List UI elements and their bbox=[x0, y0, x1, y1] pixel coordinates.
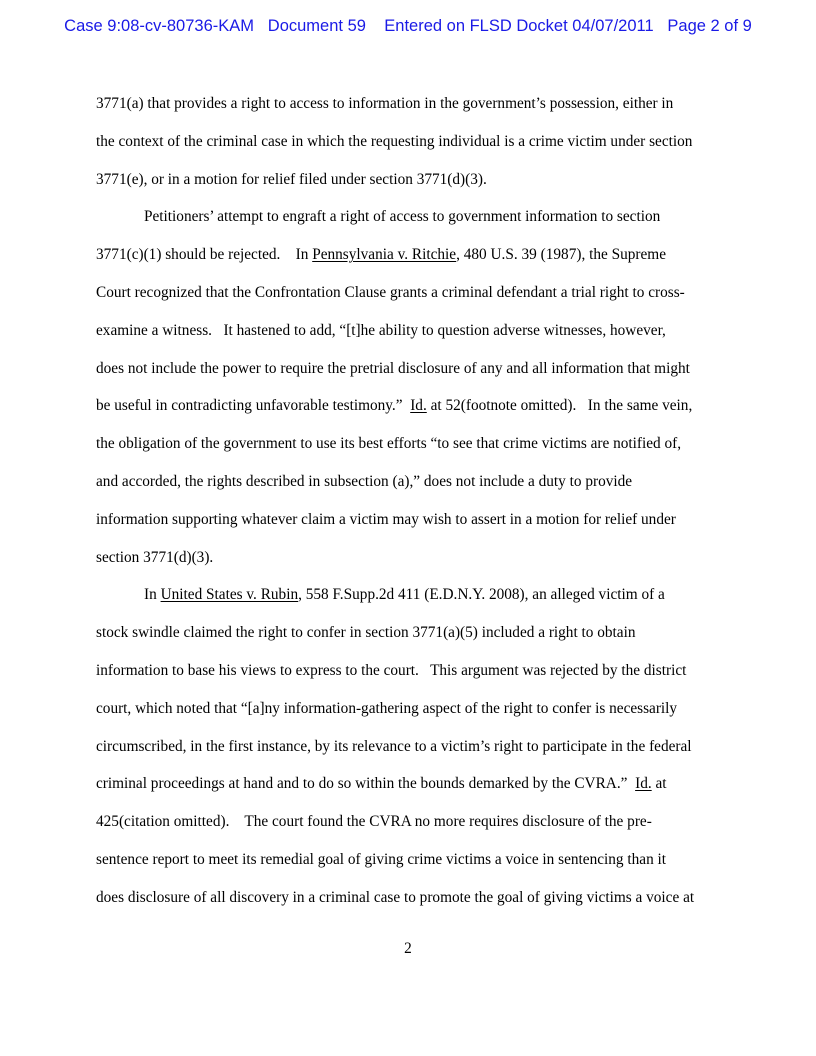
text-line bbox=[96, 772, 726, 810]
text-span: at bbox=[651, 775, 667, 793]
text-line: the context of the criminal case in which the requesting individual is a crime victim under section bbox=[96, 132, 693, 150]
case-citation-rubin: United States v. Rubin bbox=[160, 586, 299, 604]
page-number: 2 bbox=[404, 940, 412, 957]
case-citation-ritchie: Pennsylvania v. Ritchie bbox=[312, 246, 457, 264]
text-line: stock swindle claimed the right to confer in section 3771(a)(5) included a right to obtain bbox=[96, 624, 636, 642]
document-number: Document 59 bbox=[267, 17, 366, 35]
text-span: be useful in contradicting unfavorable testimony.” bbox=[96, 397, 411, 415]
text-line: information supporting whatever claim a victim may wish to assert in a motion for relief under bbox=[96, 510, 676, 528]
text-line: section 3771(d)(3). bbox=[96, 548, 214, 566]
page-of-count: Page 2 of 9 bbox=[667, 17, 752, 35]
text-span: , 480 U.S. 39 (1987), the Supreme bbox=[456, 246, 666, 264]
docket-entry: Entered on FLSD Docket 04/07/2011 bbox=[384, 17, 654, 35]
text-span: , 558 F.Supp.2d 411 (E.D.N.Y. 2008), an alleged victim of a bbox=[298, 586, 665, 604]
text-line bbox=[96, 243, 726, 281]
text-line: Court recognized that the Confrontation Clause grants a criminal defendant a trial right to cross- bbox=[96, 283, 685, 301]
text-span: In bbox=[144, 586, 161, 604]
text-line: sentence report to meet its remedial goal of giving crime victims a voice in sentencing than it bbox=[96, 850, 667, 868]
text-line: circumscribed, in the first instance, by its relevance to a victim’s right to participate in the federal bbox=[96, 737, 692, 755]
id-citation: Id. bbox=[410, 397, 427, 415]
text-line: 3771(e), or in a motion for relief filed under section 3771(d)(3). bbox=[96, 170, 487, 188]
text-line bbox=[96, 583, 726, 621]
text-span: at 52(footnote omitted). In the same vein, bbox=[426, 397, 693, 415]
text-line: does disclosure of all discovery in a criminal case to promote the goal of giving victims a voice at bbox=[96, 888, 695, 906]
text-line bbox=[96, 394, 726, 432]
text-line: court, which noted that “[a]ny information-gathering aspect of the right to confer is necessarily bbox=[96, 699, 678, 717]
text-line: Petitioners’ attempt to engraft a right of access to government information to section bbox=[144, 208, 661, 226]
case-number: Case 9:08-cv-80736-KAM bbox=[64, 17, 255, 35]
id-citation: Id. bbox=[635, 775, 652, 793]
text-line: 425(citation omitted). The court found the CVRA no more requires disclosure of the pre- bbox=[96, 813, 652, 831]
text-line: the obligation of the government to use its best efforts “to see that crime victims are notified of, bbox=[96, 435, 682, 453]
text-line: and accorded, the rights described in subsection (a),” does not include a duty to provide bbox=[96, 472, 633, 490]
text-line: examine a witness. It hastened to add, “[t]he ability to question adverse witnesses, however, bbox=[96, 321, 666, 339]
text-line: 3771(a) that provides a right to access to information in the government’s possession, either in bbox=[96, 95, 674, 112]
text-line: information to base his views to express to the court. This argument was rejected by the district bbox=[96, 661, 687, 679]
body-text bbox=[96, 92, 726, 924]
text-span: criminal proceedings at hand and to do so within the bounds demarked by the CVRA.” bbox=[96, 775, 636, 793]
text-line: does not include the power to require the pretrial disclosure of any and all information that might bbox=[96, 359, 690, 377]
text-span: 3771(c)(1) should be rejected. In bbox=[96, 246, 313, 264]
court-filing-header bbox=[0, 17, 816, 36]
